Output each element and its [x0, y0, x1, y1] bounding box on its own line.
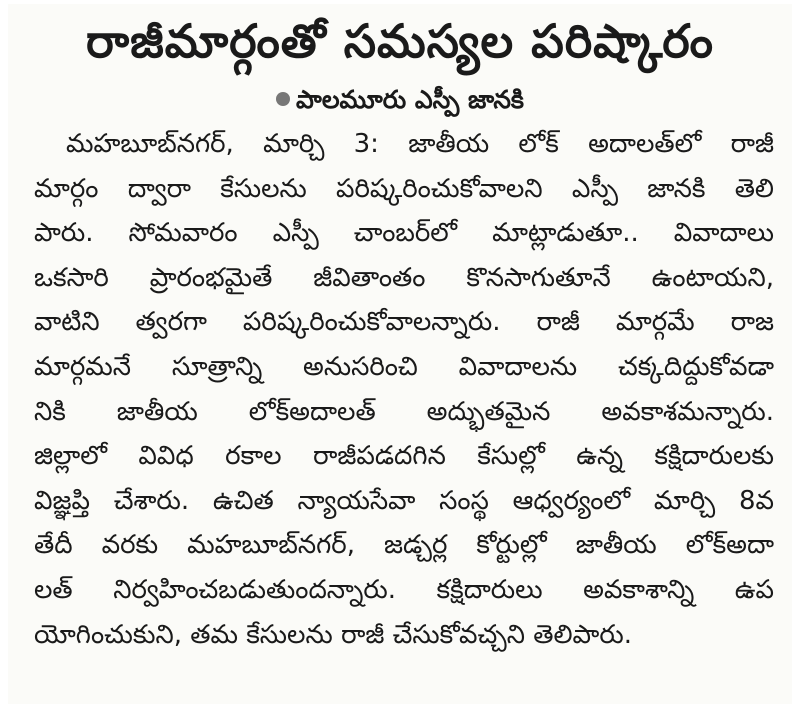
bullet-icon — [276, 92, 290, 106]
body-line: మార్గం ద్వారా కేసులను పరిష్కరించుకోవాలని ఎస్పీ జానకి తెలి — [34, 173, 774, 204]
headline: రాజీమార్గంతో సమస్యల పరిష్కారం — [86, 14, 714, 68]
article-body — [8, 122, 792, 657]
body-line: జిల్లాలో వివిధ రకాల రాజీపడదగిన కేసుల్లో ఉన్న కక్షిదారులకు — [34, 441, 774, 472]
news-clipping — [8, 4, 792, 704]
body-line: లత్ నిర్వహించబడుతుందన్నారు. కక్షిదారులు అవకాశాన్ని ఉప — [34, 574, 774, 605]
byline — [8, 82, 792, 118]
body-line: పారు. సోమవారం ఎస్పీ చాంబర్‌లో మాట్లాడుతూ.. వివాదాలు — [34, 218, 774, 249]
body-line: విజ్ఞప్తి చేశారు. ఉచిత న్యాయసేవా సంస్థ ఆధ్వర్యంలో మార్చి 8వ — [34, 485, 774, 516]
body-line: తేదీ వరకు మహబూబ్‌నగర్, జడ్చర్ల కోర్టుల్లో జాతీయ లోక్‌అదా — [34, 530, 774, 561]
body-line: నికి జాతీయ లోక్‌అదాలత్ అద్భుతమైన అవకాశమన్నారు. — [34, 396, 774, 427]
body-line: మహబూబ్‌నగర్, మార్చి 3: జాతీయ లోక్ అదాలత్‌లో రాజీ — [66, 129, 774, 159]
body-line: యోగించుకుని, తమ కేసులను రాజీ చేసుకోవచ్చని తెలిపారు. — [34, 619, 633, 650]
body-line: మార్గమనే సూత్రాన్ని అనుసరించి వివాదాలను చక్కదిద్దుకోవడా — [34, 351, 774, 382]
body-line: ఒకసారి ప్రారంభమైతే జీవితాంతం కొనసాగుతూనే ఉంటాయని, — [34, 262, 774, 293]
byline-text: పాలమూరు ఎస్పీ జానకి — [296, 85, 524, 114]
body-line: వాటిని త్వరగా పరిష్కరించుకోవాలన్నారు. రాజీ మార్గమే రాజ — [34, 307, 774, 338]
